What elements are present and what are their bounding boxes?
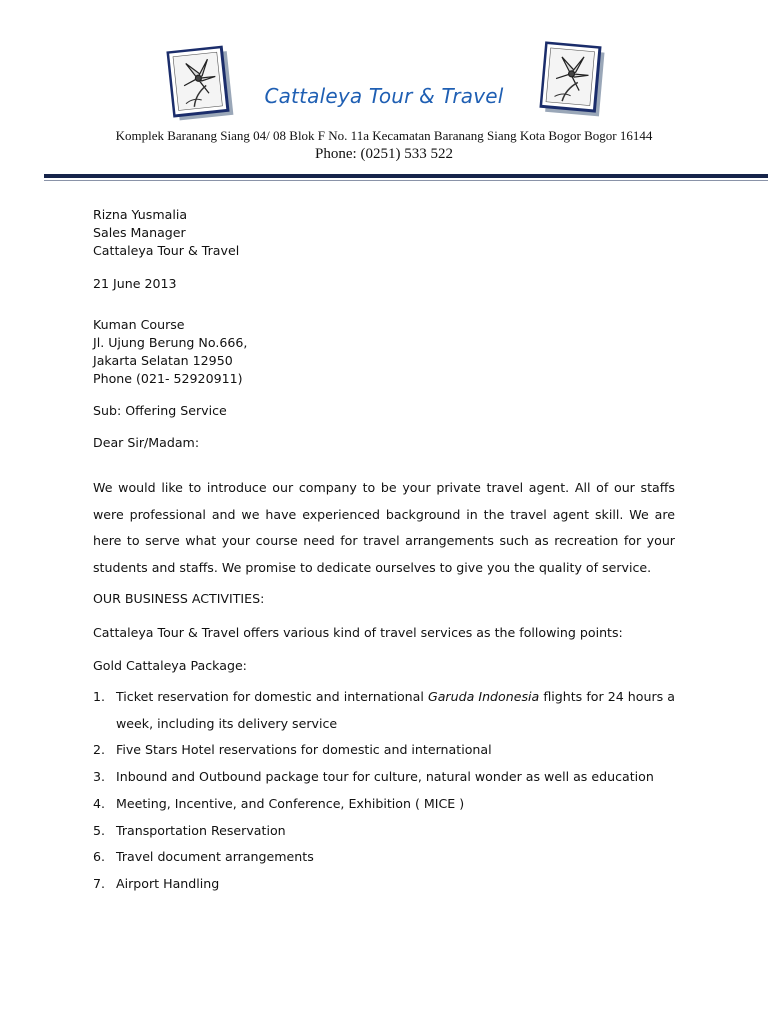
header-divider — [44, 174, 768, 178]
salutation: Dear Sir/Madam: — [93, 435, 200, 450]
list-item-number: 7. — [93, 875, 106, 891]
recipient-phone: Phone (021- 52920911) — [93, 371, 243, 386]
list-item — [93, 791, 675, 818]
list-item-text-continued: flights for 24 hours a week, including its delivery service — [116, 689, 675, 731]
list-item-text: Ticket reservation for domestic and international — [116, 689, 428, 704]
list-item — [93, 684, 675, 737]
airline-name: Garuda Indonesia — [427, 689, 540, 704]
sender-title: Sales Manager — [93, 225, 186, 240]
sender-name: Rizna Yusmalia — [93, 207, 188, 222]
company-phone: Phone: (0251) 533 522 — [315, 146, 453, 162]
intro-paragraph: We would like to introduce our company to be your private travel agent. All of our staffs were professional and we have experienced background in the travel agent skill. We are here to serve what your course need for travel arrangements such as recreation for your students and staffs. We promise to dedicate ourselves to give you the quality of service. — [93, 480, 675, 575]
list-item-text: Travel document arrangements — [116, 849, 314, 865]
recipient-street: Jl. Ujung Berung No.666, — [93, 335, 248, 350]
list-item-number: 4. — [93, 795, 106, 811]
list-item — [93, 737, 675, 764]
list-item-text: Five Stars Hotel reservations for domestic and international — [116, 742, 492, 758]
list-item — [93, 871, 675, 898]
list-item — [93, 844, 675, 871]
list-item-number: 5. — [93, 822, 106, 838]
list-item-text: Meeting, Incentive, and Conference, Exhibition ( MICE ) — [116, 795, 465, 811]
letter-date: 21 June 2013 — [93, 276, 177, 291]
list-item-text: Transportation Reservation — [116, 822, 286, 838]
list-item-number: 6. — [93, 849, 106, 865]
header-divider-thin — [44, 180, 768, 181]
list-item — [93, 764, 675, 791]
company-address: Komplek Baranang Siang 04/ 08 Blok F No. 11a Kecamatan Baranang Siang Kota Bogor Bogor 16144 — [115, 128, 653, 143]
list-item-number: 1. — [93, 689, 106, 704]
list-item-text: Inbound and Outbound package tour for culture, natural wonder as well as education — [116, 769, 654, 785]
company-name: Cattaleya Tour & Travel — [264, 84, 504, 108]
services-list — [93, 684, 675, 898]
package-title: Gold Cattaleya Package: — [93, 658, 247, 673]
subject-line: Sub: Offering Service — [93, 403, 227, 418]
list-item-text: Airport Handling — [116, 875, 220, 891]
recipient-city: Jakarta Selatan 12950 — [93, 353, 233, 368]
services-intro: Cattaleya Tour & Travel offers various kind of travel services as the following points: — [93, 625, 623, 640]
section-heading: OUR BUSINESS ACTIVITIES: — [93, 591, 265, 606]
sender-company: Cattaleya Tour & Travel — [93, 243, 240, 258]
list-item-number: 2. — [93, 742, 106, 758]
list-item — [93, 818, 675, 845]
recipient-name: Kuman Course — [93, 317, 185, 332]
list-item-number: 3. — [93, 769, 106, 785]
